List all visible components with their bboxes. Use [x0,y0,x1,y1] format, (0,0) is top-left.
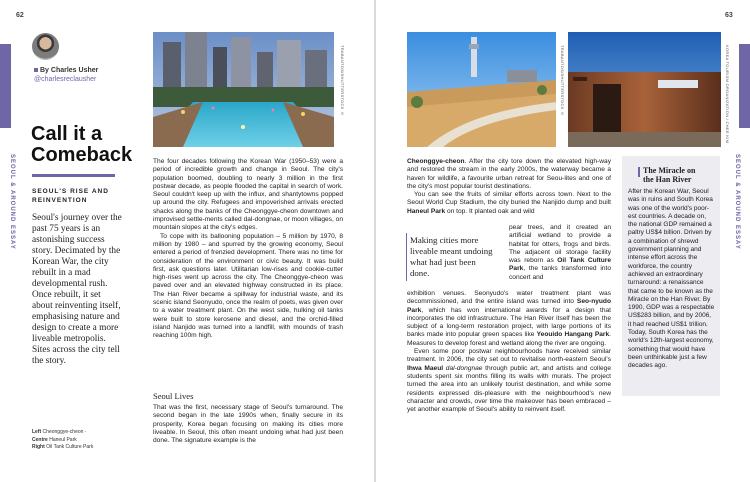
title-line-2: Comeback [31,144,133,166]
italic-term: dal-dongnae [445,364,483,372]
oil-tank-image [568,32,721,147]
body-text: through public art, and artists and college students spent six months filling its walls with murals. The project turned the area into an unlikely tourist destination, and while some residents expressed dis-pleasure with the neighbourhood's new character and crowds, over time the makeover has been embraced – yet another example of Seoul's ability to reinvent itself. [407,364,611,414]
body-paragraph: The four decades following the Korean War (1950–53) were a period of incredible growth and change in Seoul. The city's population boomed, doubling to nearly 3 million in the first postwar decade, as people flooded the capital in search of work. Seoul couldn't keep up with the influx, and shantytowns popped up around the city. Refugees and impoverished arrivals erected shacks along the banks of the Cheonggye-cheon downtown and improvised settle-ments called dal-dongnae, or moon villages, on mountain slopes at the city's edges. [153,158,343,232]
article-title [31,124,132,166]
photo-captions [32,429,93,452]
pull-quote: Making cities more liveable meant undoing what had just been done. [410,235,493,278]
section-tab-left [0,44,11,128]
sidebar-title [643,166,695,184]
body-paragraph: That was the first, necessary stage of Seoul's turnaround. The second began in the late 1990s when, finally secure in its prosperity, Korea began focusing on making its cities more liveable. In Seoul, this often meant undoing what had just been done. The signature example is the [153,404,343,445]
body-paragraph [407,348,611,414]
section-label-right: SEOUL & AROUND ESSAY [734,154,740,250]
sidebar-accent-rule [629,167,640,177]
body-column-right-bottom [407,290,611,414]
body-text: , which has won international awards for a design that incorporates the old infrastructure. The Han River itself has been the subject of a long-term restoration project, with large portions of its banks made into popular green spaces like [407,306,611,339]
place-name: Oil Tank Culture Park [509,257,611,273]
title-line-1: Call it a [31,123,103,145]
pullquote-rule [406,233,407,281]
body-paragraph [407,191,611,216]
caption-label: Left [32,429,42,435]
photo-haneul-park [407,32,556,147]
kicker [32,188,109,205]
body-paragraph: exhibition venues. Seonyudo's water treatment plant was decommissioned, and the entire island was turned into Seo-nyudo Park, which has won international awards for a design that incorporates the old infrastructure. The Han River itself has been the subject of a long-term restoration project, with large portions of its banks made into popular green spaces like Yeouido Hangang Park. Measures to develop forest and wetland along the river are ongoing. [407,290,611,347]
body-paragraph: To cope with its ballooning population – 5 million by 1970, 8 million by 1980 – and spurred by the growing economy, Seoul entered a period of frenzied development. There was no time for consideration of the environment or civic beauty. It was build first, ask questions later. Utilitarian low-rises and cookie-cutter high-rises went up across the city. The Cheonggye-cheon was paved over and an elevated highway constructed in its place. The Han River became a spillway for industrial waste, and its scenic island Seonyudo, once the realm of poets, was given over to a water treatment plant. On the west side, hulking oil tanks were built to store kerosene and diesel, and the orchid-filled island Nanjido was turned into a landfill, with mounds of trash reaching 100m high. [153,232,343,340]
title-rule [32,174,115,177]
body-column-right-wrap [509,224,611,282]
body-text: . After the city tore down the elevated high-way and restored the stream in the early 2000s, the waterway became a haven for wildlife, a favourite urban retreat for Seou-lites and one of the city's most popular tourist destinations. [407,158,611,190]
photo-credit-left: TRABANTOS/SHUTTERSTOCK © [340,45,345,117]
body-text: Even some poor postwar neighbourhoods have received similar treatment. In 2006, the city set out to revitalise north-eastern Seoul's [407,348,611,364]
place-name: Seo-nyudo Park [407,298,611,314]
byline-marker-icon [34,68,38,72]
caption-text: Haneul Park [47,436,77,443]
author-avatar [32,33,59,60]
place-name: Ihwa Maeul [407,364,444,372]
photo-cheonggye-cheon [153,32,334,147]
caption-text: Cheonggye-cheon · [41,429,87,435]
body-text: . Measures to develop forest and wetland along the river are ongoing. [407,331,611,347]
kicker-line-2: REINVENTION [32,196,88,204]
caption-label: Centre [32,436,48,443]
body-column-left-continued [153,404,343,445]
byline [34,66,98,84]
body-text: on top. It planted oak and wild [445,207,535,215]
author-name: By Charles Usher [40,67,99,74]
page-number-right: 63 [725,12,733,19]
photo-oil-tank-culture-park [568,32,721,147]
body-paragraph [407,158,611,191]
haneul-park-image [407,32,556,147]
page-number-left: 62 [16,12,24,19]
place-name: Yeouido Hangang Park [536,331,610,339]
page-gutter [374,0,376,482]
body-text: You can see the fruits of similar efforts across town. Next to the Seoul World Cup Stadium, the city buried the Nanjido dump and built [407,191,611,207]
caption-label: Right [32,444,45,450]
sidebar-body: After the Korean War, Seoul was in ruins and South Korea was one of the world's poor-est countries. A decade on, the national GDP remained a paltry US$4 billion. Driven by a combination of shrewd government planning and intense effort across the workforce, the country achieved an extraordinary turnaround: a renaissance that came to be known as the Miracle on the Han River. By 1990, GDP was a respectable US$283 billion, and by 2006, it had reached US$1 trillion. Today, South Korea has the world's 12th-largest economy, something that would have been unthinkable just a few decades ago. [628,188,715,370]
cheonggye-cheon-image [153,32,334,147]
photo-credit-right-2: KOREA TOURISM ORGANIZATION / CHEE KIM [725,45,730,144]
body-column-right-top [407,158,611,216]
section-tab-right [739,44,750,128]
caption-text: Oil Tank Culture Park [44,444,94,450]
sidebar-title-line-1: The Miracle on [643,166,696,175]
standfirst: Seoul's journey over the past 75 years is an astonishing success story. Decimated by the Korean War, the city rebuilt in a mad developmental rush. Once rebuilt, it set about reinventing itself, emphasising nature and design to create a more liveable metropolis. Sites across the city tell the story. [32,213,122,366]
photo-credit-right-1: TRABANTOS/SHUTTERSTOCK © [560,45,565,117]
section-subhead: Seoul Lives [153,391,194,401]
author-handle: @charlesreclausher [34,76,97,83]
kicker-line-1: SEOUL'S RISE AND [32,188,109,195]
body-column-left [153,158,343,341]
sidebar-title-line-2: the Han River [643,175,692,184]
body-paragraph: pear trees, and it created an artificial wetland to provide a habitat for otters, frogs and birds. The adjacent oil storage facility was reborn as Oil Tank Culture Park, the tanks transformed into concert and [509,224,611,281]
section-label-left: SEOUL & AROUND ESSAY [9,154,15,250]
place-name: Haneul Park [407,207,446,215]
place-name: Cheonggye-cheon [407,158,465,165]
